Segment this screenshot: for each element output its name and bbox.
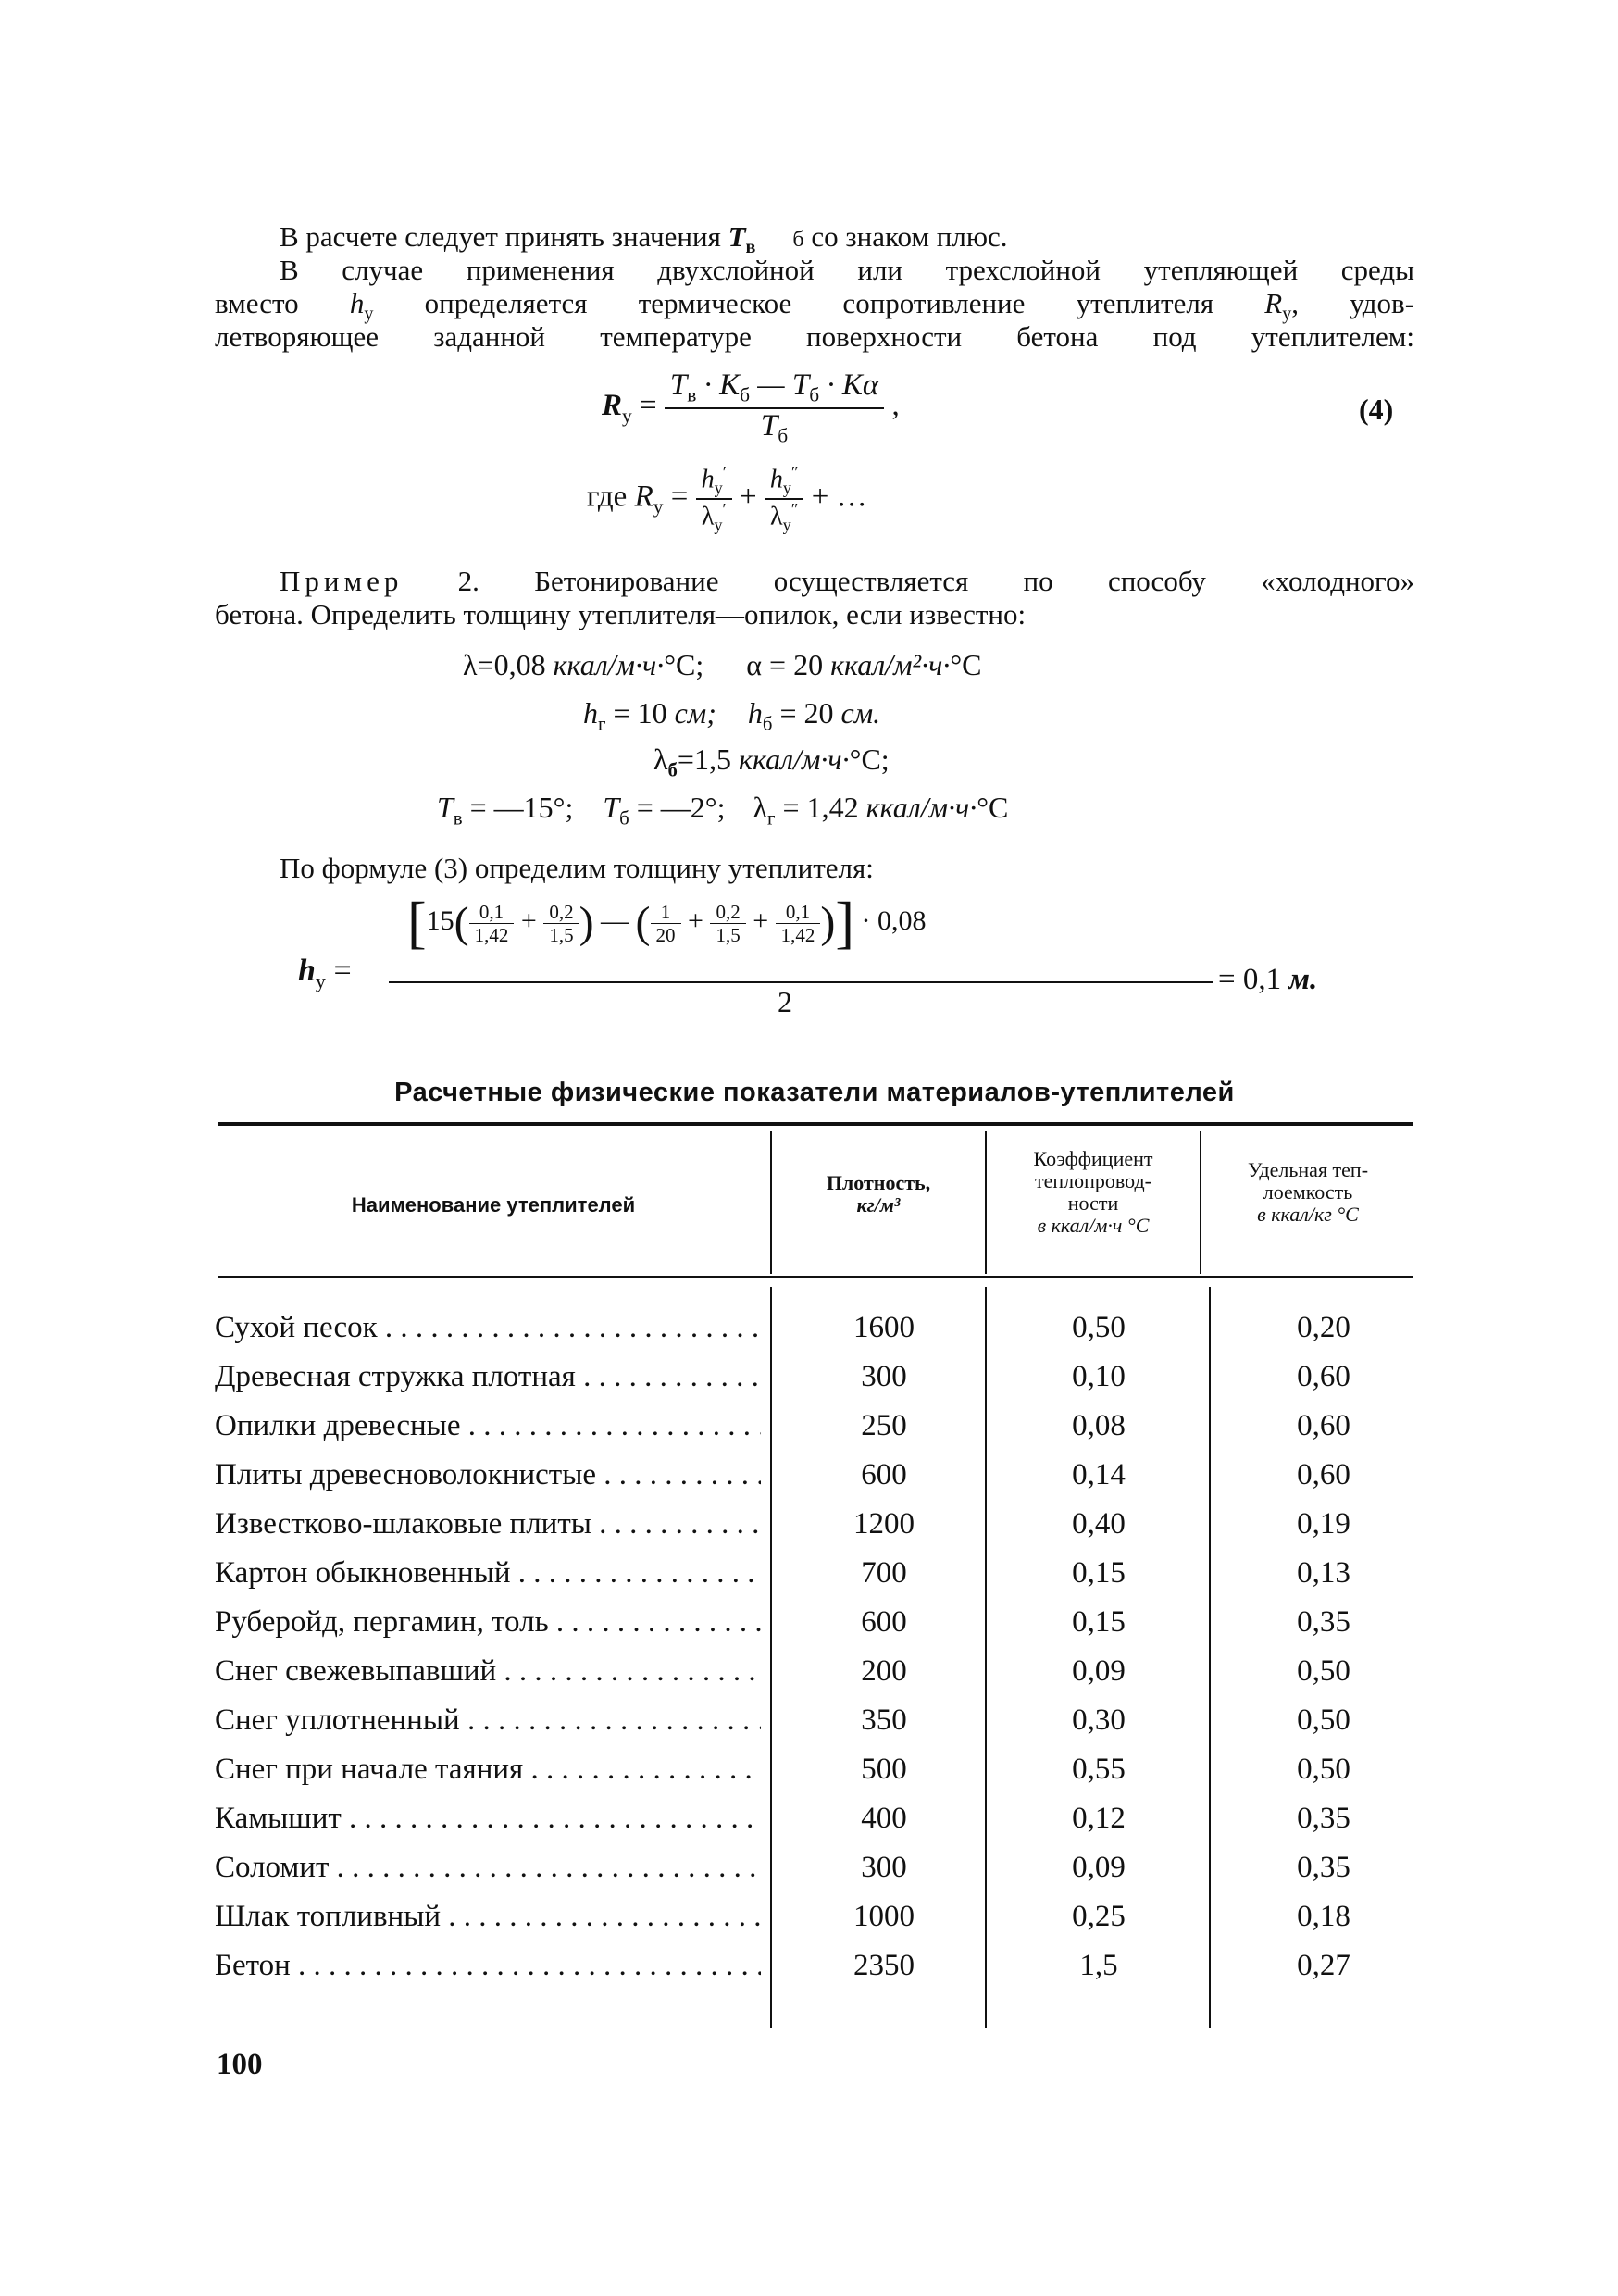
row-heat-capacity: 0,50 bbox=[1297, 1654, 1350, 1688]
g4b-v: = —2°; bbox=[629, 791, 726, 824]
g3-d: °С; bbox=[849, 742, 890, 776]
g4a-s: в bbox=[453, 807, 463, 830]
g4c-s: г bbox=[767, 807, 776, 830]
header-name: Наименование утеплителей bbox=[351, 1193, 636, 1217]
formula-3-intro: По формуле (3) определим толщину утеплителя: bbox=[280, 852, 874, 884]
p2-l2-c: , удов- bbox=[1291, 287, 1415, 319]
row-conductivity: 0,30 bbox=[1072, 1703, 1126, 1737]
hy-f5d: 1,42 bbox=[780, 923, 815, 946]
g2b-s: б bbox=[762, 713, 773, 735]
h4-l3: в ккал/кг °С bbox=[1257, 1203, 1359, 1226]
hy-lhs bbox=[298, 954, 352, 993]
g1b-d: °С bbox=[950, 648, 982, 681]
hy-hs: у bbox=[315, 968, 326, 992]
wf2-h: h bbox=[769, 465, 783, 494]
where-frac-2 bbox=[765, 463, 804, 535]
wf2-lp: ″ bbox=[790, 499, 799, 518]
where-eq: = bbox=[670, 480, 689, 514]
hy-rparen1: ) bbox=[579, 898, 594, 947]
g4b-s: б bbox=[619, 807, 629, 830]
row-name: Снег свежевыпавший . . . bbox=[215, 1647, 761, 1695]
p2-line1: В случае применения двухслойной или трехслойной утепляющей среды bbox=[280, 254, 1414, 286]
wf1-ls: у bbox=[714, 515, 723, 534]
f4-lhs-sub: у bbox=[622, 404, 632, 427]
formula-4-number: (4) bbox=[1359, 393, 1394, 426]
formula-where bbox=[587, 463, 867, 535]
table-vline-2-header bbox=[985, 1131, 987, 1274]
h2-l2: кг/м³ bbox=[856, 1193, 901, 1217]
row-density: 1600 bbox=[853, 1311, 915, 1344]
wf2-l: λ bbox=[770, 502, 783, 531]
row-name: Сухой песок . . . bbox=[215, 1304, 761, 1352]
example-line-2 bbox=[215, 598, 1414, 631]
g4c-u: ккал/м·ч· bbox=[865, 791, 977, 824]
hy-frac-4 bbox=[710, 901, 745, 946]
f4-lhs: R bbox=[602, 389, 623, 423]
row-heat-capacity: 0,19 bbox=[1297, 1507, 1350, 1541]
g2b: h bbox=[747, 696, 763, 730]
row-conductivity: 0,12 bbox=[1072, 1802, 1126, 1835]
wf2-hp: ″ bbox=[790, 463, 799, 481]
row-conductivity: 0,15 bbox=[1072, 1605, 1126, 1639]
hy-frac-1 bbox=[469, 901, 515, 946]
hy-rparen2: ) bbox=[820, 898, 836, 947]
p1-post: со знаком плюс. bbox=[803, 220, 1008, 253]
row-conductivity: 0,55 bbox=[1072, 1753, 1126, 1786]
f4-n1s: в bbox=[687, 383, 697, 406]
g1b: α = 20 bbox=[746, 648, 831, 681]
row-density: 600 bbox=[861, 1605, 907, 1639]
g2a-v: = 10 bbox=[605, 696, 675, 730]
table-top-rule bbox=[218, 1122, 1413, 1126]
where-label: где bbox=[587, 480, 628, 514]
example-l1: 2. Бетонирование осуществляется по способу «холодного» bbox=[403, 565, 1414, 597]
h3-l2: теплопровод- bbox=[1034, 1169, 1152, 1192]
g4c-d: °С bbox=[977, 791, 1009, 824]
row-density: 250 bbox=[861, 1409, 907, 1442]
wf2-hs: у bbox=[782, 478, 791, 497]
hy-plus-2: + bbox=[688, 905, 703, 936]
row-density: 300 bbox=[861, 1360, 907, 1393]
where-frac-1 bbox=[696, 463, 732, 535]
p2-l2-r: R bbox=[1264, 287, 1283, 319]
row-name: Соломит . . . bbox=[215, 1843, 761, 1891]
header-density bbox=[774, 1172, 983, 1217]
f4-fraction bbox=[665, 368, 884, 447]
row-density: 700 bbox=[861, 1556, 907, 1590]
hy-plus-3: + bbox=[753, 905, 769, 936]
h4-l2: лоемкость bbox=[1263, 1180, 1353, 1204]
p1-var: T bbox=[728, 220, 746, 253]
wf1-h: h bbox=[701, 465, 715, 494]
g2a-u: см; bbox=[674, 696, 716, 730]
wf1-hp: ′ bbox=[722, 463, 727, 481]
g4b: T bbox=[603, 791, 620, 824]
row-name: Снег уплотненный . . . bbox=[215, 1696, 761, 1744]
row-conductivity: 0,40 bbox=[1072, 1507, 1126, 1541]
where-lhs: R bbox=[634, 480, 653, 514]
hy-f1n: 0,1 bbox=[469, 901, 515, 924]
g4c: λ bbox=[753, 791, 767, 824]
f4-eq: = bbox=[639, 389, 657, 423]
row-density: 350 bbox=[861, 1703, 907, 1737]
g2a-s: г bbox=[598, 713, 606, 735]
row-conductivity: 0,10 bbox=[1072, 1360, 1126, 1393]
f4-n1: T bbox=[669, 368, 688, 402]
hy-f4n: 0,2 bbox=[710, 901, 745, 924]
g3: λ bbox=[653, 742, 668, 776]
p2-l2-hsub: у bbox=[364, 304, 374, 325]
hy-result bbox=[1218, 963, 1317, 997]
row-name: Снег при начале таяния . . . bbox=[215, 1745, 761, 1793]
row-density: 2350 bbox=[853, 1949, 915, 1982]
wf2-num bbox=[765, 463, 804, 500]
row-name: Опилки древесные . . . bbox=[215, 1402, 761, 1450]
wf2-ls: у bbox=[782, 515, 791, 534]
header-heat-capacity bbox=[1203, 1159, 1413, 1226]
row-conductivity: 0,25 bbox=[1072, 1900, 1126, 1933]
hy-plus-1: + bbox=[520, 905, 537, 936]
hy-f2d: 1,5 bbox=[549, 923, 574, 946]
p2-l2-b: определяется термическое сопротивление утеплителя bbox=[373, 287, 1265, 319]
row-conductivity: 0,09 bbox=[1072, 1654, 1126, 1688]
example-label: Пример bbox=[280, 565, 404, 597]
h3-l4: в ккал/м·ч °С bbox=[1037, 1214, 1150, 1237]
row-conductivity: 0,14 bbox=[1072, 1458, 1126, 1491]
hy-f5n: 0,1 bbox=[776, 901, 821, 924]
hy-eq: = bbox=[333, 954, 352, 988]
wf1-lp: ′ bbox=[722, 499, 727, 518]
g3-u: ккал/м·ч· bbox=[738, 742, 850, 776]
wf1-hs: у bbox=[714, 478, 723, 497]
g3-v: =1,5 bbox=[677, 742, 739, 776]
row-heat-capacity: 0,60 bbox=[1297, 1409, 1350, 1442]
table-vline-1-header bbox=[770, 1131, 772, 1274]
g4a: T bbox=[437, 791, 454, 824]
table-header-rule bbox=[218, 1276, 1413, 1278]
row-conductivity: 0,15 bbox=[1072, 1556, 1126, 1590]
hy-lbracket: [ bbox=[407, 892, 427, 955]
f4-denominator bbox=[665, 409, 884, 448]
row-density: 300 bbox=[861, 1851, 907, 1884]
hy-fraction-bar bbox=[389, 981, 1213, 983]
page-number: 100 bbox=[217, 2048, 263, 2081]
example-l2: бетона. Определить толщину утеплителя—опилок, если известно: bbox=[215, 598, 1027, 630]
row-density: 1200 bbox=[853, 1507, 915, 1541]
g1a: λ=0,08 bbox=[463, 648, 554, 681]
f4-ds: б bbox=[778, 424, 789, 447]
table-vline-3-header bbox=[1200, 1131, 1201, 1274]
row-conductivity: 0,08 bbox=[1072, 1409, 1126, 1442]
row-heat-capacity: 0,50 bbox=[1297, 1753, 1350, 1786]
row-heat-capacity: 0,35 bbox=[1297, 1605, 1350, 1639]
p2-line3: летворяющее заданной температуре поверхности бетона под утеплителем: bbox=[215, 320, 1414, 353]
f4-d: T bbox=[760, 408, 778, 443]
p1-var-sub: в bbox=[745, 237, 756, 258]
g1b-u: ккал/м²·ч· bbox=[830, 648, 951, 681]
where-lhs-sub: у bbox=[653, 495, 664, 518]
row-density: 500 bbox=[861, 1753, 907, 1786]
hy-f2n: 0,2 bbox=[543, 901, 579, 924]
g2a: h bbox=[583, 696, 598, 730]
p2-l2-rsub: у bbox=[1282, 304, 1292, 325]
f4-comma: , bbox=[891, 389, 900, 423]
hy-mult: · 0,08 bbox=[861, 905, 927, 936]
hy-rbracket: ] bbox=[835, 892, 855, 955]
p1-sub2: б bbox=[792, 228, 804, 252]
f4-n2: · K bbox=[696, 368, 741, 402]
row-heat-capacity: 0,27 bbox=[1297, 1949, 1350, 1982]
given-line-1 bbox=[463, 648, 981, 682]
g4c-v: = 1,42 bbox=[775, 791, 866, 824]
row-heat-capacity: 0,60 bbox=[1297, 1458, 1350, 1491]
given-line-3 bbox=[653, 742, 890, 781]
row-heat-capacity: 0,50 bbox=[1297, 1703, 1350, 1737]
hy-f3d: 20 bbox=[655, 923, 676, 946]
row-name: Известково-шлаковые плиты . . . bbox=[215, 1500, 761, 1548]
g1a-d: °С; bbox=[664, 648, 704, 681]
row-heat-capacity: 0,20 bbox=[1297, 1311, 1350, 1344]
hy-denominator: 2 bbox=[778, 985, 792, 1018]
given-line-2 bbox=[583, 696, 880, 735]
row-name: Плиты древесноволокнистые . . . bbox=[215, 1451, 761, 1499]
p2-l2-h: h bbox=[349, 287, 365, 319]
g2b-u: см. bbox=[840, 696, 881, 730]
wf1-num bbox=[696, 463, 732, 500]
f4-n3: — T bbox=[750, 368, 810, 402]
hy-f4d: 1,5 bbox=[716, 923, 741, 946]
where-plus: + bbox=[739, 480, 757, 514]
h3-l1: Коэффициент bbox=[1033, 1147, 1153, 1170]
header-conductivity bbox=[989, 1148, 1198, 1237]
formula-4 bbox=[602, 368, 900, 447]
given-line-4 bbox=[437, 791, 1008, 830]
row-density: 400 bbox=[861, 1802, 907, 1835]
p1-text: В расчете следует принять значения bbox=[280, 220, 728, 253]
row-heat-capacity: 0,35 bbox=[1297, 1802, 1350, 1835]
h4-l1: Удельная теп- bbox=[1247, 1158, 1369, 1181]
row-name: Шлак топливный . . . bbox=[215, 1892, 761, 1940]
row-name: Картон обыкновенный . . . bbox=[215, 1549, 761, 1597]
example-line-1 bbox=[280, 565, 1414, 598]
hy-coef: 15 bbox=[426, 905, 454, 936]
row-conductivity: 0,50 bbox=[1072, 1311, 1126, 1344]
hy-res-u: м. bbox=[1288, 963, 1318, 996]
hy-lparen1: ( bbox=[454, 898, 469, 947]
f4-numerator bbox=[665, 368, 884, 409]
row-heat-capacity: 0,18 bbox=[1297, 1900, 1350, 1933]
hy-f3n: 1 bbox=[651, 901, 681, 924]
hy-h: h bbox=[298, 954, 316, 988]
row-name: Бетон . . . bbox=[215, 1941, 761, 1990]
hy-frac-5 bbox=[776, 901, 821, 946]
row-density: 600 bbox=[861, 1458, 907, 1491]
hy-lparen2: ( bbox=[635, 898, 651, 947]
hy-f1d: 1,42 bbox=[474, 923, 509, 946]
row-heat-capacity: 0,35 bbox=[1297, 1851, 1350, 1884]
table-title: Расчетные физические показатели материалов-утеплителей bbox=[394, 1078, 1235, 1107]
h2-l1: Плотность, bbox=[826, 1171, 931, 1194]
paragraph-2-line-3 bbox=[215, 320, 1414, 354]
row-name: Древесная стружка плотная . . . bbox=[215, 1353, 761, 1401]
row-conductivity: 1,5 bbox=[1079, 1949, 1118, 1982]
g2b-v: = 20 bbox=[772, 696, 841, 730]
wf1-den bbox=[696, 500, 732, 535]
row-name: Руберойд, пергамин, толь . . . bbox=[215, 1598, 761, 1646]
row-heat-capacity: 0,60 bbox=[1297, 1360, 1350, 1393]
where-tail: + … bbox=[811, 480, 867, 514]
hy-minus: — bbox=[601, 905, 629, 936]
row-name: Камышит . . . bbox=[215, 1794, 761, 1842]
f4-n3s: б bbox=[809, 383, 820, 406]
hy-numerator bbox=[407, 892, 927, 955]
g4a-v: = —15°; bbox=[462, 791, 574, 824]
hy-frac-2 bbox=[543, 901, 579, 946]
wf1-l: λ bbox=[701, 502, 715, 531]
hy-frac-3 bbox=[651, 901, 681, 946]
paragraph-2-line-1 bbox=[280, 254, 1414, 287]
g3-s: б bbox=[667, 759, 678, 781]
row-conductivity: 0,09 bbox=[1072, 1851, 1126, 1884]
row-density: 200 bbox=[861, 1654, 907, 1688]
row-density: 1000 bbox=[853, 1900, 915, 1933]
g1a-u: ккал/м·ч· bbox=[553, 648, 665, 681]
row-heat-capacity: 0,13 bbox=[1297, 1556, 1350, 1590]
table-vline-1-body bbox=[770, 1287, 772, 2028]
h3-l3: ности bbox=[1067, 1192, 1119, 1215]
p2-l2-a: вместо bbox=[215, 287, 350, 319]
f4-n2s: б bbox=[740, 383, 751, 406]
f4-n4: · Kα bbox=[819, 368, 879, 402]
hy-res: = 0,1 bbox=[1218, 963, 1289, 996]
wf2-den bbox=[765, 500, 804, 535]
